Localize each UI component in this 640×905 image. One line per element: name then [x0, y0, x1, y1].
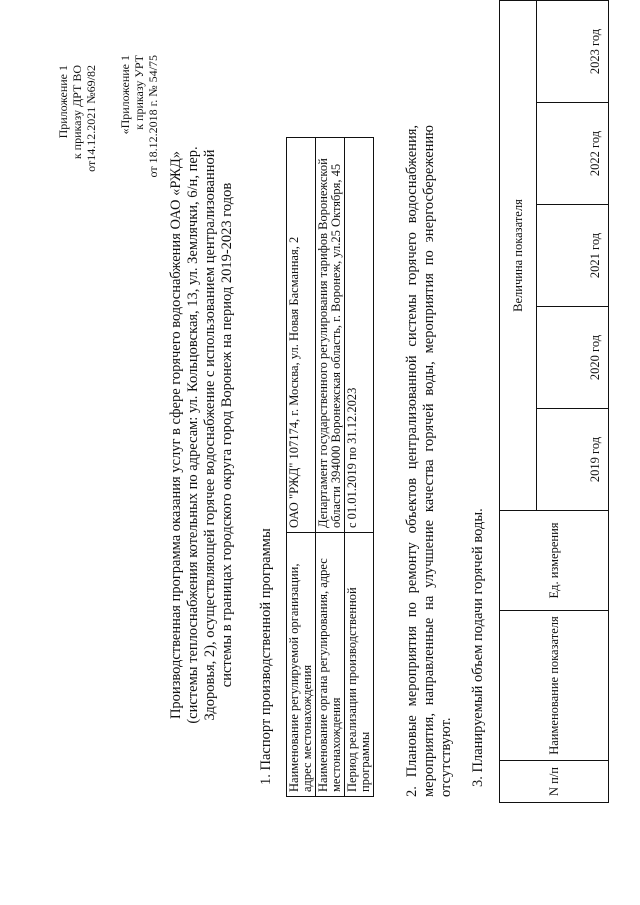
section2-text: 2. Плановые мероприятия по ремонту объектов централизованной системы горячего водоснабжения, мероприятия, направленные на улучшение качества горячей воды, мероприятия по энергосбережению отсутствуют. [404, 125, 454, 797]
passport-value: с 01.01.2019 по 31.12.2023 [345, 138, 374, 533]
volume-plan-table [499, 0, 609, 803]
table-row [345, 138, 374, 797]
passport-label: Наименование органа регулирования, адрес местонахождения [316, 533, 345, 797]
attachment-original-line: от 18.12.2018 г. № 54/75 [146, 55, 160, 178]
col-header-year: 2019 год [537, 409, 609, 511]
section3-heading: 3. Планируемый объем подачи горячей воды. [470, 508, 486, 787]
col-header-year: 2023 год [537, 1, 609, 103]
col-header-year: 2021 год [537, 205, 609, 307]
attachment-original [118, 55, 160, 265]
attachment-original-line: «Приложение 1 [118, 55, 132, 135]
passport-value: ОАО "РЖД" 107174, г. Москва, ул. Новая Басманная, 2 [287, 138, 316, 533]
attachment-original-line: к приказу УРТ [132, 55, 146, 130]
col-header-year: 2022 год [537, 103, 609, 205]
col-header-name: Наименование показателя [500, 611, 609, 761]
passport-label: Наименование регулируемой организации, адрес местонахождения [287, 533, 316, 797]
attachment-current [56, 65, 98, 265]
passport-label: Период реализации производственной программы [345, 533, 374, 797]
document-title: Производственная программа оказания услуг в сфере горячего водоснабжения ОАО «РЖД» (системы теплоснабжения котельных по адресам: ул. Кольцовская, 13, ул. Землячки, 6/н, пер. Здоровья, 2), осуществляющей горячее водоснабжение с использованием централизованной системы в границах городского округа город Воронеж на период 2019-2023 годов [168, 146, 235, 724]
col-header-unit: Ед. измерения [500, 511, 609, 611]
table-row [316, 138, 345, 797]
table-header-row [500, 1, 537, 803]
attachment-current-line: Приложение 1 [56, 65, 70, 139]
col-header-year: 2020 год [537, 307, 609, 409]
table-row [287, 138, 316, 797]
section1-heading: 1. Паспорт производственной программы [258, 528, 274, 785]
col-header-value-group: Величина показателя [500, 1, 537, 511]
passport-table [286, 137, 374, 797]
attachment-current-line: к приказу ДРТ ВО [70, 65, 84, 160]
attachment-current-line: от14.12.2021 №69/82 [84, 65, 98, 172]
passport-value: Департамент государственного регулирования тарифов Воронежской области 394000 Воронежская область, г. Воронеж, ул.25 Октября, 45 [316, 138, 345, 533]
col-header-number: N п/п [500, 761, 609, 803]
